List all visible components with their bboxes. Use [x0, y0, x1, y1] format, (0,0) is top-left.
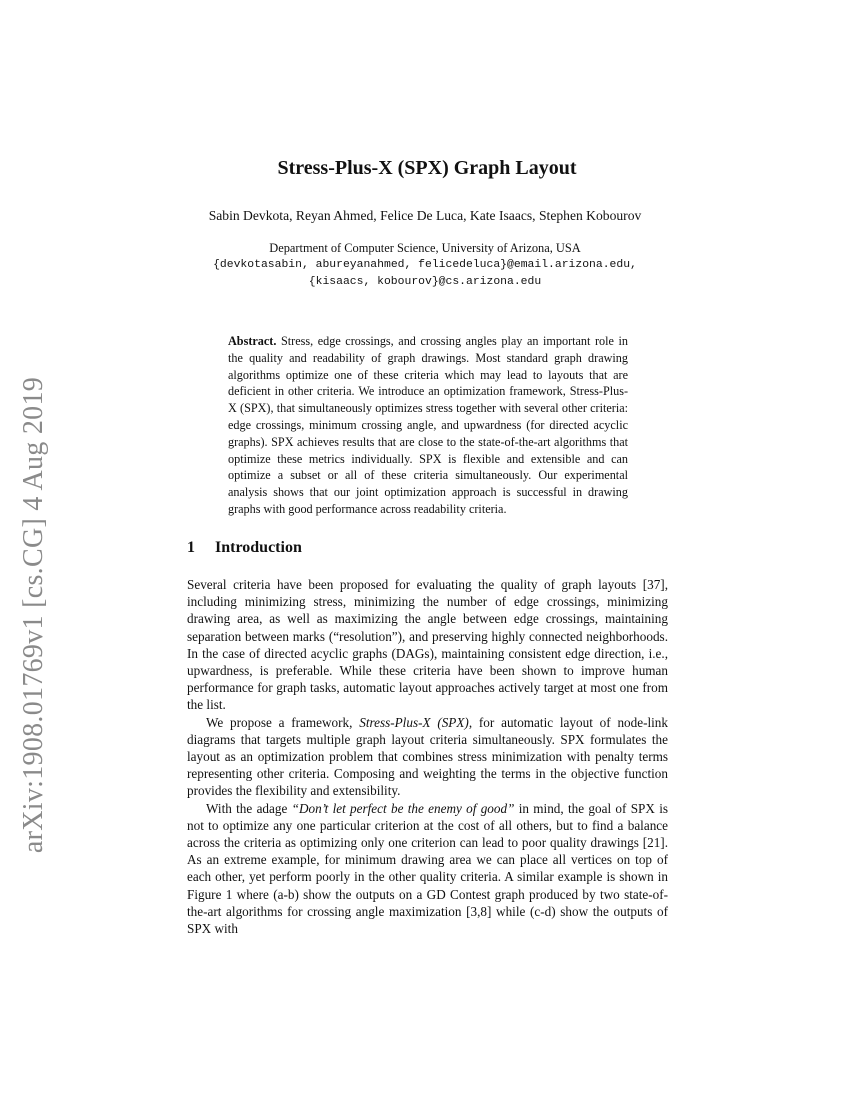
paragraph-1: Several criteria have been proposed for evaluating the quality of graph layouts [37], including minimizing stress, minimizing the number of edge crossings, minimizing drawing area, as well as maximizing the angle between edge crossings, maintaining separation between marks (“resolution”), and preserving highly connected neighborhoods. In the case of directed acyclic graphs (DAGs), maintaining consistent edge direction, i.e., upwardness, is preferable. While these criteria have been shown to improve human performance for graph tasks, automatic layout approaches actively target at most one from the list.: [187, 577, 668, 713]
paragraph-2-lead: We propose a framework,: [206, 714, 360, 730]
arxiv-stamp: [4, 295, 64, 935]
paragraph-3-lead: With the adage: [206, 800, 292, 816]
abstract-label: Abstract.: [228, 334, 277, 348]
body-text: [187, 576, 668, 937]
section-heading: [187, 539, 302, 557]
section-title: Introduction: [215, 539, 302, 556]
arxiv-id: arXiv:1908.01769v1 [cs.CG] 4 Aug 2019: [18, 376, 49, 854]
department: Department of Computer Science, University of Arizona, USA: [269, 241, 581, 255]
paragraph-3: [187, 800, 668, 938]
paper-title: Stress-Plus-X (SPX) Graph Layout: [277, 157, 577, 179]
email-line-1: {devkotasabin, abureyanahmed, felicedeluca}@email.arizona.edu,: [213, 259, 637, 271]
affiliation-block: [150, 240, 700, 291]
abstract-text: Stress, edge crossings, and crossing angles play an important role in the quality and readability of graph drawings. Most standard graph drawing algorithms optimize one of these criteria which may lead to layouts that are deficient in other criteria. We introduce an optimization framework, Stress-Plus-X (SPX), that simultaneously optimizes stress together with several other criteria: edge crossings, minimum crossing angle, and upwardness (for directed acyclic graphs). SPX achieves results that are close to the state-of-the-art algorithms that optimize these metrics individually. SPX is flexible and extensible and can optimize a subset or all of these criteria simultaneously. Our experimental analysis shows that our joint optimization approach is successful in drawing graphs with good performance across readability criteria.: [228, 334, 628, 516]
paragraph-3-emphasis: “Don’t let perfect be the enemy of good”: [291, 800, 515, 816]
paragraph-2-emphasis: Stress-Plus-X (SPX): [359, 714, 469, 730]
section-number: 1: [187, 539, 195, 556]
paragraph-3-rest: in mind, the goal of SPX is not to optimize any one particular criterion at the cost of all others, but to find a balance across the criteria as optimizing only one criterion can lead to poor quality drawings [21]. As an extreme example, for minimum drawing area we can place all vertices on top of each other, yet perform poorly in the other quality criteria. A similar example is shown in Figure 1 where (a-b) show the outputs on a GD Contest graph produced by two state-of-the-art algorithms for crossing angle maximization [3,8] while (c-d) show the outputs of SPX with: [187, 800, 669, 937]
author-list: Sabin Devkota, Reyan Ahmed, Felice De Luca, Kate Isaacs, Stephen Kobourov: [208, 208, 642, 223]
email-line-2: {kisaacs, kobourov}@cs.arizona.edu: [308, 276, 542, 288]
paragraph-2-rest: , for automatic layout of node-link diagrams that targets multiple graph layout criteria simultaneously. SPX formulates the layout as an optimization problem that combines stress minimization with penalty terms representing other criteria. Composing and weighting the terms in the objective function provides the flexibility and extensibility.: [187, 714, 668, 799]
abstract: [228, 333, 628, 518]
paragraph-2: [187, 714, 668, 800]
